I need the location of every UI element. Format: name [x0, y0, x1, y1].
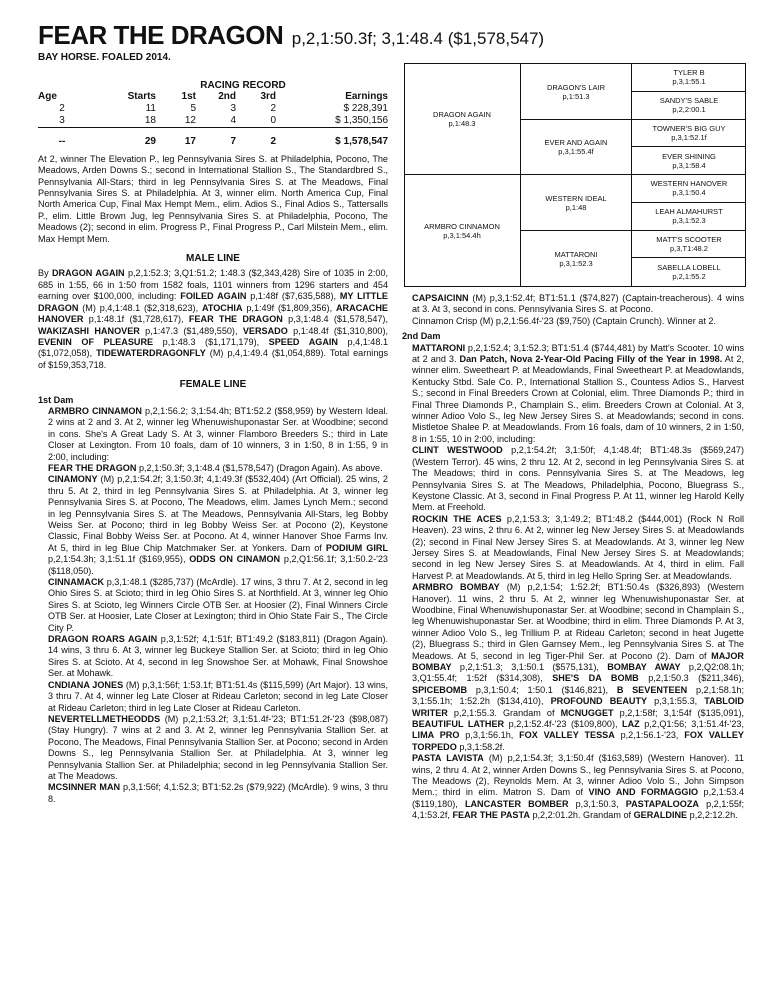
produce-entry: CAPSAICINN (M) p,3,1:52.4f; BT1:51.1 ($74,827) (Captain-treacherous). 4 wins at 3. At 3, second in cons. Pennsylvania Sires S. at Pocono.	[412, 293, 744, 315]
pedigree-name: MATTARONI	[554, 249, 598, 259]
pedigree-record: p,3,T1:48.2	[670, 243, 708, 253]
pedigree-sire-dam	[520, 119, 632, 175]
left-column	[38, 80, 388, 805]
horse-summary-record: p,2,1:50.3f; 3,1:48.4 ($1,578,547)	[291, 29, 545, 48]
produce-entry: CINNAMACK p,3,1:48.1 ($285,737) (McArdle). 17 wins, 3 thru 7. At 2, second in leg Ohio Sires S. at Scioto; third in leg Ohio Sires S. at Northfield. At 3, winner leg Ohio Sires S. at Scioto, leg Winners Circle OTB Ser. at Hoosier (2), Final Winners Circle OTB Ser. at Hoosier, Late Closer at Lexington; third in Ohio State Fair S., The Circle City P.	[48, 577, 388, 633]
race-summary-text: At 2, winner The Elevation P., leg Pennsylvania Sires S. at Philadelphia, Pocono, The Meadows, Arden Downs S.; second in International Stallion S., The Standardbred S., Pennsylvania All-Stars; third in leg Pennsylvania Sires S. at The Meadows, Final Pennsylvania Sires S. at Philadelphia. At 3, winner elim. North America Cup, Final North America Cup, Final Max Hempt Mem., elim. Adios S., Final Adios S., Tattersalls P., elim. Little Brown Jug, leg Pennsylvania Sires S. at Philadelphia, Pocono, The Meadows (2); second in elim. Progress P., Final Progress P., Carl Milstein Mem., elim. Max Hempt Mem.	[38, 153, 388, 244]
pedigree-grandparent	[631, 174, 746, 203]
pedigree-record: p,3,1:52.1f	[671, 132, 707, 142]
cell: $ 1,578,547	[335, 135, 388, 147]
pedigree-name: DRAGON AGAIN	[433, 109, 491, 119]
pedigree-grandparent	[631, 202, 746, 231]
pedigree-record: p,3,1:55.1	[672, 76, 706, 86]
col-header: 1st	[181, 91, 196, 103]
pedigree-record: p,2,2:00.1	[672, 105, 706, 115]
cell: 4	[230, 114, 236, 126]
produce-entry: ROCKIN THE ACES p,2,1:53.3; 3,1:49.2; BT1:48.2 ($444,001) (Rock N Roll Heaven). 23 wins, 2 thru 6. At 2, winner leg New Jersey Sires S. at Meadowlands (2); second in Final New Jersey Sires S. at Meadowlands. At 3, winner leg New Jersey Sires S. at Meadowlands, Final New Jersey Sires S. at Meadowlands; second in leg New Jersey Sires S. at Meadowlands. At 4, third in elim. Fall Harvest P. at Meadowlands. At 5, third in leg Hello Spring Ser. at Meadowlands.	[412, 513, 744, 581]
cell: 3	[59, 114, 65, 126]
racing-record-heading: RACING RECORD	[200, 80, 286, 91]
pedigree-record: p,3,1:58.4	[672, 160, 706, 170]
pedigree-record: p,3,1:52.3	[559, 258, 593, 268]
cell: 12	[184, 114, 196, 126]
horse-title	[38, 20, 544, 51]
pedigree-record: p,1:51.3	[562, 91, 590, 101]
cell: 2	[59, 102, 65, 114]
pedigree-name: EVER AND AGAIN	[544, 138, 608, 147]
pedigree-record: p,3,1:50.4	[672, 188, 706, 198]
racing-record-row	[38, 115, 388, 128]
pedigree-name: MATT'S SCOOTER	[656, 234, 722, 244]
horse-name: FEAR THE DRAGON	[38, 20, 284, 50]
pedigree-grandparent	[631, 119, 746, 148]
cell: 7	[230, 135, 236, 147]
pedigree-grandparent	[631, 230, 746, 259]
pedigree-dam-dam	[520, 230, 632, 286]
produce-entry: NEVERTELLMETHEODDS (M) p,2,1:53.2f; 3,1:51.4f-'23; BT1:51.2f-'23 ($98,087) (Stay Hungry). 7 wins at 2 and 3. At 2, winner leg Pennsylvania Stallion Ser. at Pocono, The Meadows, Final Pennsylvania Stallion Ser. at Pocono; second in Arden Downs S., leg Pennsylvania Stallion Ser. at Philadelphia. At 3, winner leg Pennsylvania Stallion Ser. at Philadelphia; second in leg Pennsylvania Stallion Ser. at The Meadows.	[48, 713, 388, 781]
female-line-heading: FEMALE LINE	[179, 379, 247, 391]
pedigree-name: EVER SHINING	[662, 151, 716, 161]
produce-entry: FEAR THE DRAGON p,2,1:50.3f; 3,1:48.4 ($1,578,547) (Dragon Again). As above.	[48, 462, 383, 473]
col-header: Age	[38, 91, 57, 103]
produce-entry: MCSINNER MAN p,3,1:56f; 4,1:52.3; BT1:52.2s ($79,922) (McArdle). 9 wins, 3 thru 8.	[48, 782, 388, 804]
racing-record-total-row	[38, 130, 388, 148]
second-dam-text: MATTARONI p,2,1:52.4; 3,1:52.3; BT1:51.4 ($744,481) by Matt's Scooter. 10 wins at 2 and 3. Dan Patch, Nova 2-Year-Old Pacing Filly of the Year in 1998. At 2, winner elim. Sweetheart P. at Meadowlands, Final Sweetheart P. at Meadowlands, Kentucky Stbd. Sale Co. P., International Stallion S., Countess Adios S., Harvest S.; second in Final Breeders Crown at Colonial, elim. Three Diamonds P.; third in Final Three Diamonds P., Champlain S., elim. Breeders Crown at Colonial. At 3, winner Adioo Volo S., leg New Jersey Sires S. at Meadowlands; second in cons. Mistletoe Shalee P. at Meadowlands. From 16 foals, dam of 10 winners, 2 in 1:50, 8 in 1:55, 10 in 2:00, including:	[412, 342, 744, 444]
produce-entry: PASTA LAVISTA (M) p,2,1:54.3f; 3,1:50.4f ($163,589) (Western Hanover). 11 wins, 2 thru 4. At 2, winner Arden Downs S., leg Pennsylvania Sires S. at Pocono, The Meadows (2), Reynolds Mem. At 3, winner Adioo Volo S., John Simpson Mem.; third in elim. Matron S. Dam of VINO AND FORMAGGIO p,2,1:53.4 ($119,180), LANCASTER BOMBER p,3,1:50.3, PASTAPALOOZA p,2,1:55f; 4,1:53.2f, FEAR THE PASTA p,2,2:01.2h. Grandam of GERALDINE p,2,2:12.2h.	[412, 753, 745, 821]
pedigree-record: p,3,1:54.4h	[443, 230, 481, 240]
cell: 3	[230, 102, 236, 114]
produce-entry: CNDIANA JONES (M) p,3,1:56f; 1:53.1f; BT1:51.4s ($115,599) (Art Major). 13 wins, 3 thru 7. At 4, winner leg Late Closer at Rideau Carleton; second in leg Late Closer at Rideau Carleton; third in leg Late Closer at Rideau Carleton.	[48, 679, 388, 713]
racing-record-header-row	[38, 91, 388, 102]
male-line-heading: MALE LINE	[186, 253, 240, 265]
produce-entry: ARMBRO BOMBAY (M) p,2,1:54; 1:52.2f; BT1:50.4s ($326,893) (Western Hanover). 11 wins, 2 thru 5. At 2, winner leg Whenuwishuponastar Ser. at Woodbine, Final Whenuwishuponastar Ser. at Woodbine; second in Champlain S., leg Whenuwishuponastar Ser. at Woodbine; third in elim. Three Diamonds P. At 3, winner Adioo Volo S., leg Trillium P. at Rideau Carleton; second in heat Jugette (2), Bluegrass S.; third in Glen Garnsey Mem., leg Pennsylvania Sires S. at The Meadows. At 5, second in leg Tiger-Phil Ser. at Pocono (2). Dam of MAJOR BOMBAY p,2,1:51.3; 3,1:50.1 ($575,131), BOMBAY AWAY p,2,Q2:08.1h; 3,Q1:55.4f; 1:52f ($314,308), SHE'S DA BOMB p,2,1:50.3 ($211,346), SPICEBOMB p,3,1:50.4; 1:50.1 ($146,821), B SEVENTEEN p,2,1:58.1h; 3,1:55.1h; 1:52.2h ($134,410), PROFOUND BEAUTY p,3,1:55.3, TABLOID WRITER p,2,1:55.3. Grandam of MCNUGGET p,2,1:58f; 3,1:54f ($135,091), BEAUTIFUL LATHER p,2,1:52.4f-'23 ($109,800), LAZ p,2,Q1:56; 3,1:51.4f-'23, LIMA PRO p,3,1:56.1h, FOX VALLEY TESSA p,2,1:56.1-'23, FOX VALLEY TORPEDO p,3,1:58.2f.	[412, 582, 745, 752]
cell: 5	[190, 102, 196, 114]
cell: 29	[144, 135, 156, 147]
cell: $ 228,391	[343, 102, 388, 114]
pedigree-record: p,3,1:55.4f	[558, 147, 594, 156]
col-header: 3rd	[260, 91, 276, 103]
produce-entry: DRAGON ROARS AGAIN p,3,1:52f; 4,1:51f; BT1:49.2 ($183,811) (Dragon Again). 14 wins, 3 thru 6. At 3, winner leg Buckeye Stallion Ser. at Scioto; third in leg Ohio Sires S. at Scioto. At 4, second in leg Snowshoe Ser. at Mohawk, Final Snowshoe Ser. at Mohawk.	[48, 634, 389, 679]
col-header: Starts	[127, 91, 156, 103]
produce-list-continued	[402, 293, 744, 316]
pedigree-name: SABELLA LOBELL	[657, 263, 721, 273]
pedigree-grandparent	[631, 146, 746, 175]
horse-description: BAY HORSE. FOALED 2014.	[38, 52, 171, 63]
male-line-text: By DRAGON AGAIN p,2,1:52.3; 3,Q1:51.2; 1:48.3 ($2,343,428) Sire of 1035 in 2:00, 685 in 1:55, 66 in 1:50 from 1582 foals, 1101 winners from 1296 starters and 454 earning over $100,000, including: FOILED AGAIN p,1:48f ($7,635,588), MY LITTLE DRAGON (M) p,4,1:48.1 ($2,318,623), ATOCHIA p,1:49f ($1,809,356), ARACACHE HANOVER p,1:48.1f ($1,728,617), FEAR THE DRAGON p,3,1:48.4 ($1,578,547), WAKIZASHI HANOVER p,1:47.3 ($1,489,550), VERSADO p,1:48.4f ($1,310,800), EVENIN OF PLEASURE p,1:48.3 ($1,171,179), SPEED AGAIN p,4,1:48.1 ($1,072,058), TIDEWATERDRAGONFLY (M) p,4,1:49.4 ($1,054,889). Total earnings of $159,353,718.	[38, 268, 389, 370]
pedigree-dam-sire	[520, 174, 632, 231]
pedigree-grandparent	[631, 257, 746, 286]
second-dam-heading: 2nd Dam	[402, 331, 441, 342]
pedigree-record: p,1:48.3	[448, 118, 476, 128]
cell: 18	[144, 114, 156, 126]
produce-entry-plain: Cinnamon Crisp (M) p,2,1:56.4f-'23 ($9,750) (Captain Crunch). Winner at 2.	[412, 315, 716, 326]
racing-record-table	[38, 91, 388, 147]
pedigree-grandparent	[631, 63, 746, 92]
pedigree-record: p,1:48	[565, 202, 587, 212]
col-header: Earnings	[345, 91, 388, 103]
pedigree-sire-sire	[520, 63, 632, 120]
second-dam-produce-list	[402, 445, 744, 821]
produce-entry: CLINT WESTWOOD p,2,1:54.2f; 3,1:50f; 4,1:48.4f; BT1:48.3s ($569,247) (Western Terror). 45 wins, 2 thru 12. At 2, second in leg Pennsylvania Sires S. at The Meadows; third in cons. Pennsylvania Sires S. at The Meadows, leg Pennsylvania Sires S. at The Meadows, Philadelphia, Pocono, Bluegrass S., Keystone Classic. At 3, second in Final Progress P. At 11, winner leg Harold Kelly Mem. at Freehold.	[412, 445, 744, 513]
cell: --	[58, 135, 66, 147]
pedigree-record: p,2,1:55.2	[672, 272, 706, 282]
pedigree-name: LEAH ALMAHURST	[655, 207, 723, 217]
pedigree-name: WESTERN IDEAL	[545, 193, 607, 203]
first-dam-heading: 1st Dam	[38, 394, 74, 405]
racing-record-row	[38, 103, 388, 115]
pedigree-sire	[404, 63, 521, 175]
cell: 0	[270, 114, 276, 126]
pedigree-chart	[404, 63, 746, 287]
cell: 17	[184, 135, 196, 147]
cell: 11	[145, 102, 156, 114]
cell: $ 1,350,156	[335, 114, 388, 126]
pedigree-dam	[404, 174, 521, 286]
produce-entry: CINAMONY (M) p,2,1:54.2f; 3,1:50.3f; 4,1:49.3f ($532,404) (Art Official). 25 wins, 2 thru 5. At 2, third in leg Pennsylvania Sires S. at Philadelphia. At 3, winner leg Pennsylvania Sires S. at Pocono, The Meadows, elim. James Lynch Mem.; second in leg Pennsylvania Sires S. at The Meadows, Pennsylvania All-Stars, leg Bobby Weiss Ser. at Pocono; third in leg Bobby Weiss Ser. at Pocono (2), Keystone Classic, Final Bobby Weiss Ser. at Pocono. At 4, winner Hanover Shoe Farms Inv. At 5, third in leg Blue Chip Matchmaker Ser. at Yonkers. Dam of PODIUM GIRL p,2,1:54.3h; 3,1:51.1f ($169,955), ODDS ON CINAMON p,2,Q1:56.1f; 3,1:50.2-'23 ($118,050).	[48, 474, 389, 576]
pedigree-grandparent	[631, 91, 746, 120]
pedigree-name: DRAGON'S LAIR	[546, 82, 606, 92]
right-column	[402, 293, 744, 822]
pedigree-name: WESTERN HANOVER	[650, 179, 728, 189]
cell: 2	[270, 135, 276, 147]
pedigree-name: TYLER B	[673, 67, 705, 77]
cell: 2	[270, 102, 276, 114]
pedigree-name: ARMBRO CINNAMON	[424, 221, 500, 231]
pedigree-name: TOWNER'S BIG GUY	[652, 123, 726, 133]
first-dam-text: ARMBRO CINNAMON p,2,1:56.2; 3,1:54.4h; BT1:52.2 ($58,959) by Western Ideal. 2 wins at 2 and 3. At 2, winner leg Whenuwishuponastar Ser. at Woodbine; second in cons. She's A Great Lady S. At 3, winner Flamboro Breeders S.; third in Late Closer at Lexington. From 10 foals, dam of 10 winners, 3 in 1:50, 8 in 1:55, 9 in 2:00, including:	[48, 405, 388, 462]
col-header: 2nd	[218, 91, 236, 103]
pedigree-name: SANDY'S SABLE	[659, 96, 719, 106]
produce-list	[38, 463, 388, 805]
pedigree-record: p,3,1:52.3	[672, 216, 706, 226]
